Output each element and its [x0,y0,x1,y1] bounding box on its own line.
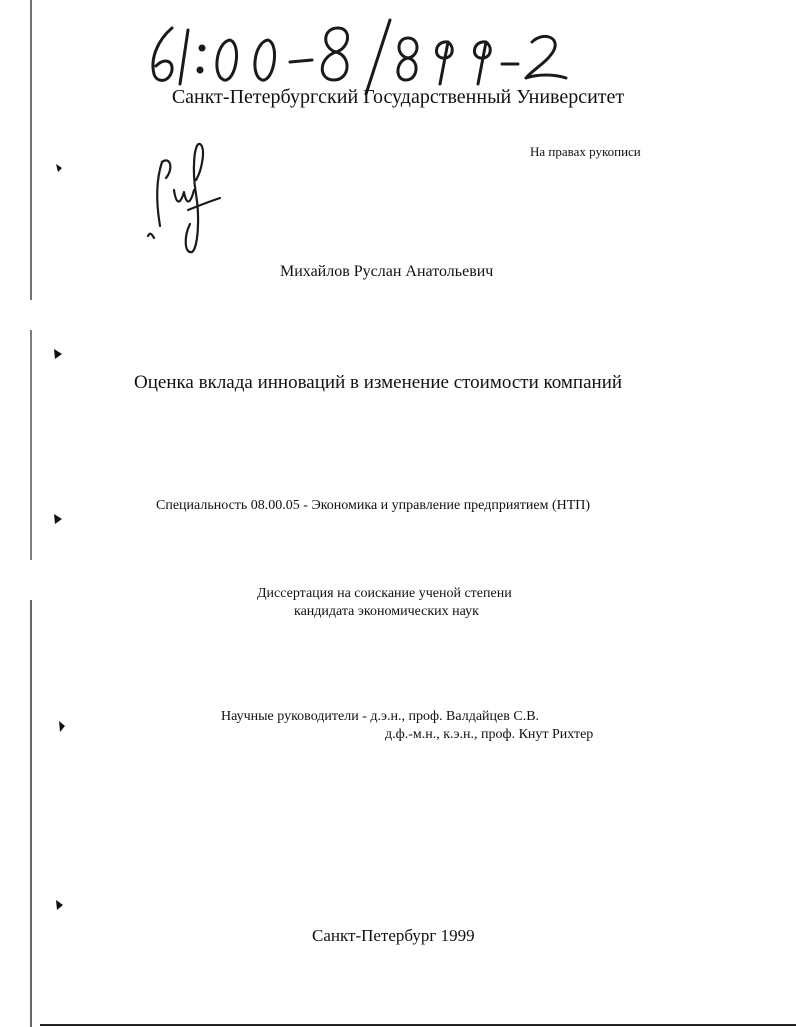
degree-line-1: Диссертация на соискание ученой степени [257,586,512,601]
dissertation-title: Оценка вклада инноваций в изменение стоимости компаний [134,372,623,393]
degree-line-2: кандидата экономических наук [294,604,479,619]
hole-punch-mark-icon [50,345,66,365]
handwritten-signature [140,140,230,260]
city-year: Санкт-Петербург 1999 [312,926,475,945]
hole-punch-mark-icon [52,896,68,916]
manuscript-rights-note: На правах рукописи [530,144,641,159]
supervisors-line-1: Научные руководители - д.э.н., проф. Валдайцев С.В. [221,709,540,724]
scan-left-edge [30,0,32,1027]
university-name: Санкт-Петербургский Государственный Университет [171,86,625,108]
author-name: Михайлов Руслан Анатольевич [280,263,494,280]
hole-punch-mark-icon [52,160,68,180]
scan-bottom-edge [40,1024,796,1026]
specialty-line: Специальность 08.00.05 - Экономика и управление предприятием (НТП) [156,498,591,513]
hole-punch-mark-icon [50,510,66,530]
supervisors-line-2: д.ф.-м.н., к.э.н., проф. Кнут Рихтер [385,727,594,742]
hole-punch-mark-icon [54,718,70,738]
